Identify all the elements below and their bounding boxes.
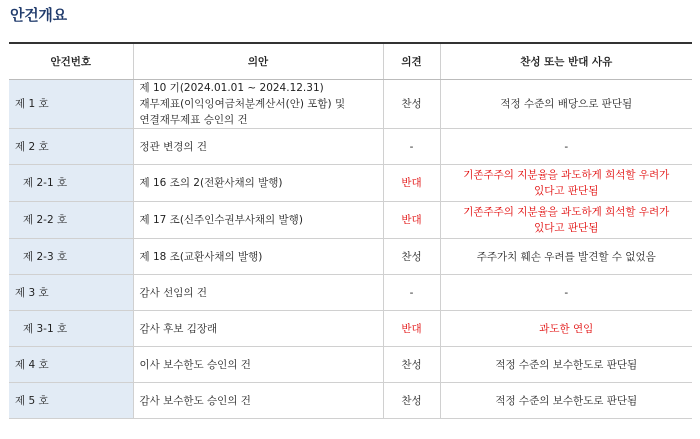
opinion-cell: 반대 <box>383 311 440 347</box>
header-agenda-item: 의안 <box>133 43 383 80</box>
reason-cell <box>440 347 692 383</box>
reason-line: 기존주주의 지분율을 과도하게 희석할 우려가 <box>463 169 670 181</box>
header-opinion: 의견 <box>383 43 440 80</box>
reason-line: 적정 수준의 보수한도로 판단됨 <box>495 358 638 371</box>
agenda-table <box>9 42 692 419</box>
table-row <box>9 347 692 383</box>
agenda-number-cell: 제 1 호 <box>9 80 133 129</box>
reason-cell <box>440 202 692 239</box>
reason-cell <box>440 275 692 311</box>
agenda-item-cell <box>133 239 383 275</box>
reason-line: 주주가치 훼손 우려를 발견할 수 없었음 <box>476 250 656 263</box>
agenda-number-cell: 제 2-2 호 <box>9 202 133 239</box>
agenda-item-cell <box>133 165 383 202</box>
table-row <box>9 165 692 202</box>
agenda-item-cell <box>133 275 383 311</box>
agenda-item-line: 제 16 조의 2(전환사채의 발행) <box>139 177 283 189</box>
agenda-number-cell: 제 5 호 <box>9 383 133 419</box>
reason-line: 적정 수준의 배당으로 판단됨 <box>500 98 633 110</box>
reason-line: 과도한 연임 <box>539 322 594 335</box>
reason-cell <box>440 129 692 165</box>
agenda-number-cell: 제 2-1 호 <box>9 165 133 202</box>
table-row <box>9 383 692 419</box>
agenda-item-cell <box>133 202 383 239</box>
opinion-cell: 찬성 <box>383 239 440 275</box>
opinion-cell: 반대 <box>383 165 440 202</box>
opinion-cell: 찬성 <box>383 347 440 383</box>
agenda-item-line: 정관 변경의 건 <box>139 140 208 153</box>
table-row <box>9 80 692 129</box>
table-row <box>9 202 692 239</box>
agenda-number-cell: 제 3-1 호 <box>9 311 133 347</box>
table-body <box>9 80 692 419</box>
agenda-item-cell <box>133 80 383 129</box>
header-agenda-number: 안건번호 <box>9 43 133 80</box>
reason-line: - <box>564 286 569 299</box>
table-row <box>9 239 692 275</box>
reason-line: 기존주주의 지분율을 과도하게 희석할 우려가 <box>463 206 670 218</box>
page-title: 안건개요 <box>10 6 67 24</box>
header-reason: 찬성 또는 반대 사유 <box>440 43 692 80</box>
agenda-item-cell <box>133 129 383 165</box>
reason-line: - <box>564 140 569 153</box>
reason-cell <box>440 383 692 419</box>
opinion-cell: 반대 <box>383 202 440 239</box>
agenda-item-line: 감사 선임의 건 <box>139 286 208 299</box>
table-row <box>9 275 692 311</box>
agenda-number-cell: 제 4 호 <box>9 347 133 383</box>
agenda-item-cell <box>133 383 383 419</box>
agenda-item-cell <box>133 311 383 347</box>
opinion-cell: - <box>383 129 440 165</box>
agenda-item-line: 감사 보수한도 승인의 건 <box>139 394 251 407</box>
opinion-cell: 찬성 <box>383 80 440 129</box>
agenda-item-cell <box>133 347 383 383</box>
reason-cell <box>440 165 692 202</box>
agenda-item-line: 이사 보수한도 승인의 건 <box>139 358 251 371</box>
reason-cell <box>440 239 692 275</box>
reason-line: 있다고 판단됨 <box>534 185 599 197</box>
reason-line: 있다고 판단됨 <box>534 222 599 234</box>
table-header-row <box>9 43 692 80</box>
reason-cell <box>440 80 692 129</box>
agenda-item-line: 제 18 조(교환사채의 발행) <box>139 250 263 263</box>
opinion-cell: 찬성 <box>383 383 440 419</box>
agenda-item-line: 감사 후보 김장래 <box>139 322 218 335</box>
agenda-number-cell: 제 2 호 <box>9 129 133 165</box>
agenda-item-line: 재무제표(이익잉여금처분계산서(안) 포함) 및 <box>139 98 346 110</box>
agenda-item-line: 연결재무제표 승인의 건 <box>139 114 248 126</box>
reason-cell <box>440 311 692 347</box>
agenda-item-line: 제 17 조(신주인수권부사채의 발행) <box>139 214 303 226</box>
agenda-number-cell: 제 2-3 호 <box>9 239 133 275</box>
reason-line: 적정 수준의 보수한도로 판단됨 <box>495 394 638 407</box>
agenda-number-cell: 제 3 호 <box>9 275 133 311</box>
opinion-cell: - <box>383 275 440 311</box>
table-row <box>9 129 692 165</box>
table-row <box>9 311 692 347</box>
agenda-item-line: 제 10 기(2024.01.01 ~ 2024.12.31) <box>139 82 324 94</box>
